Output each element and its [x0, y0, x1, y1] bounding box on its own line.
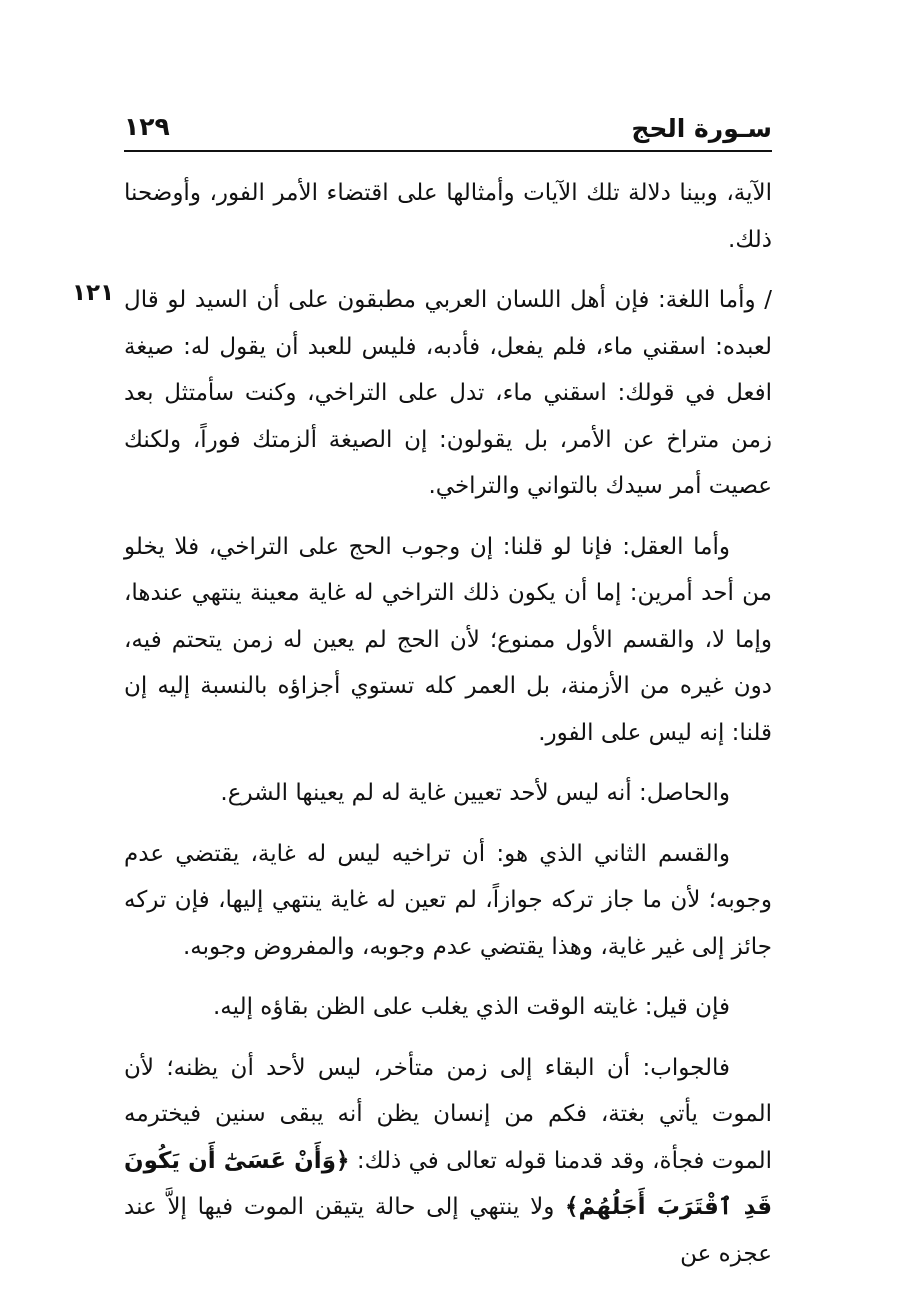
header-divider: [124, 150, 772, 152]
paragraph-intro: الآية، وبينا دلالة تلك الآيات وأمثالها على اقتضاء الأمر الفور، وأوضحنا ذلك.: [124, 180, 772, 253]
quran-bracket-open: ﴿: [336, 1147, 350, 1174]
paragraph-reason-argument: وأما العقل: فإنا لو قلنا: إن وجوب الحج على التراخي، فلا يخلو من أحد أمرين: إما أن يكون ذلك التراخي له غاية معينة ينتهي عندها، وإما لا، والقسم الأول ممنوع؛ لأن الحج لم يعين له زمن يتحتم فيه، دون غيره من الأزمنة، بل العمر كله تستوي أجزاؤه بالنسبة إليه إن قلنا: إنه ليس على الفور.: [124, 533, 772, 746]
quran-bracket-close: ﴾: [565, 1194, 579, 1220]
paragraph-objection: فإن قيل: غايته الوقت الذي يغلب على الظن بقاؤه إليه.: [213, 994, 730, 1020]
paragraph-answer: [124, 1045, 772, 1278]
quran-verse-quote: وَأَنْ عَسَىٰٓ أَن يَكُونَ قَدِ ٱقْتَرَبَ أَجَلُهُمْ: [124, 1147, 772, 1220]
page-header: [124, 108, 772, 152]
body-text: [124, 170, 772, 1291]
surah-title: سـورة الحج: [631, 114, 772, 143]
paragraph-conclusion: والحاصل: أنه ليس لأحد تعيين غاية له لم يعينها الشرع.: [220, 780, 730, 806]
margin-page-reference: ١٢١: [72, 280, 115, 306]
page-number: ١٢٩: [124, 112, 170, 141]
paragraph-second-case: والقسم الثاني الذي هو: أن تراخيه ليس له غاية، يقتضي عدم وجوبه؛ لأن ما جاز تركه جوازاً، لم تعين له غاية ينتهي إليها، فإن تركه جائز إلى غير غاية، وهذا يقتضي عدم وجوبه، والمفروض وجوبه.: [124, 840, 772, 960]
paragraph-language-argument: / وأما اللغة: فإن أهل اللسان العربي مطبقون على أن السيد لو قال لعبده: اسقني ماء، فلم يفعل، فأدبه، فليس للعبد أن يقول له: صيغة افعل في قولك: اسقني ماء، تدل على التراخي، وكنت سأمتثل بعد زمن متراخ عن الأمر، بل يقولون: إن الصيغة ألزمتك فوراً، ولكنك عصيت أمر سيدك بالتواني والتراخي.: [124, 287, 772, 499]
answer-text-after-quote: ولا ينتهي إلى حالة يتيقن الموت فيها إلاَّ عند عجزه عن: [124, 1194, 772, 1267]
answer-text-before-quote: فالجواب: أن البقاء إلى زمن متأخر، ليس لأحد أن يظنه؛ لأن الموت يأتي بغتة، فكم من إنسان يظن أنه يبقى سنين فيخترمه الموت فجأة، وقد قدمنا قوله تعالى في ذلك:: [124, 1054, 773, 1174]
